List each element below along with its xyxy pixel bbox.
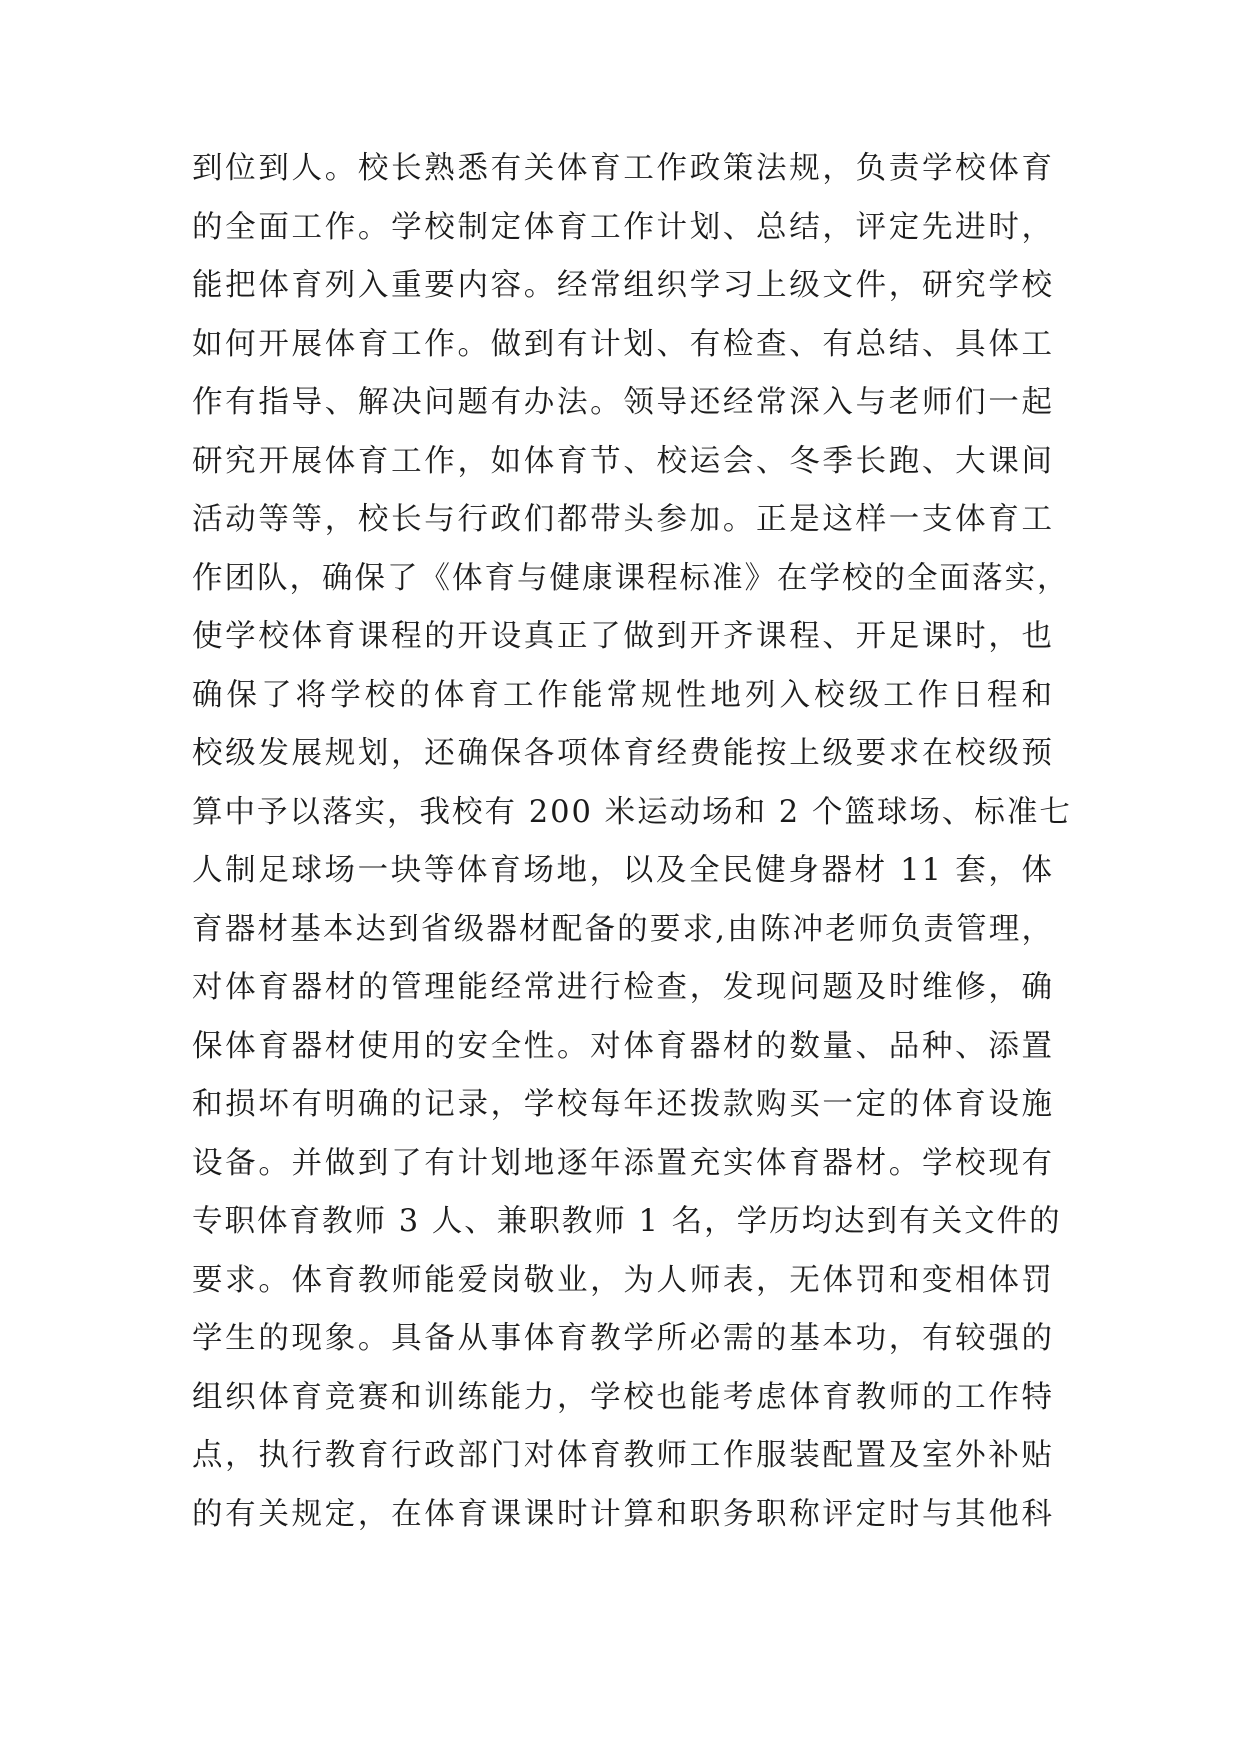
text-line: 组织体育竞赛和训练能力，学校也能考虑体育教师的工作特 [192, 1379, 1054, 1415]
text-line: 育器材基本达到省级器材配备的要求,由陈冲老师负责管理， [192, 911, 1054, 947]
text-line: 能把体育列入重要内容。经常组织学习上级文件，研究学校 [192, 268, 1054, 303]
text-line: 如何开展体育工作。做到有计划、有检查、有总结、具体工 [192, 326, 1054, 362]
text-line: 作有指导、解决问题有办法。领导还经常深入与老师们一起 [192, 385, 1054, 420]
text-line: 校级发展规划，还确保各项体育经费能按上级要求在校级预 [192, 736, 1054, 771]
text-line: 到位到人。校长熟悉有关体育工作政策法规，负责学校体育 [192, 151, 1054, 186]
text-line: 活动等等，校长与行政们都带头参加。正是这样一支体育工 [192, 502, 1054, 537]
text-line: 作团队，确保了《体育与健康课程标准》在学校的全面落实， [192, 560, 1070, 596]
text-line: 对体育器材的管理能经常进行检查，发现问题及时维修，确 [192, 970, 1054, 1005]
text-line: 设备。并做到了有计划地逐年添置充实体育器材。学校现有 [192, 1145, 1054, 1181]
text-line: 要求。体育教师能爱岗敬业，为人师表，无体罚和变相体罚 [192, 1262, 1054, 1298]
text-line: 专职体育教师 3 人、兼职教师 1 名，学历均达到有关文件的 [192, 1204, 1062, 1239]
text-line: 的全面工作。学校制定体育工作计划、总结，评定先进时， [192, 209, 1054, 245]
text-line: 确保了将学校的体育工作能常规性地列入校级工作日程和 [192, 677, 1054, 713]
text-line: 保体育器材使用的安全性。对体育器材的数量、品种、添置 [192, 1028, 1054, 1064]
text-line: 使学校体育课程的开设真正了做到开齐课程、开足课时，也 [192, 619, 1054, 654]
body-text [192, 140, 1072, 1544]
text-line: 的有关规定，在体育课课时计算和职务职称评定时与其他科 [192, 1496, 1054, 1532]
text-line: 人制足球场一块等体育场地，以及全民健身器材 11 套，体 [192, 853, 1054, 888]
text-line: 研究开展体育工作，如体育节、校运会、冬季长跑、大课间 [192, 443, 1054, 479]
text-line: 点，执行教育行政部门对体育教师工作服装配置及室外补贴 [192, 1438, 1054, 1473]
text-line: 学生的现象。具备从事体育教学所必需的基本功，有较强的 [192, 1321, 1054, 1356]
text-line: 算中予以落实，我校有 200 米运动场和 2 个篮球场、标准七 [192, 794, 1072, 830]
text-line: 和损坏有明确的记录，学校每年还拨款购买一定的体育设施 [192, 1087, 1054, 1122]
